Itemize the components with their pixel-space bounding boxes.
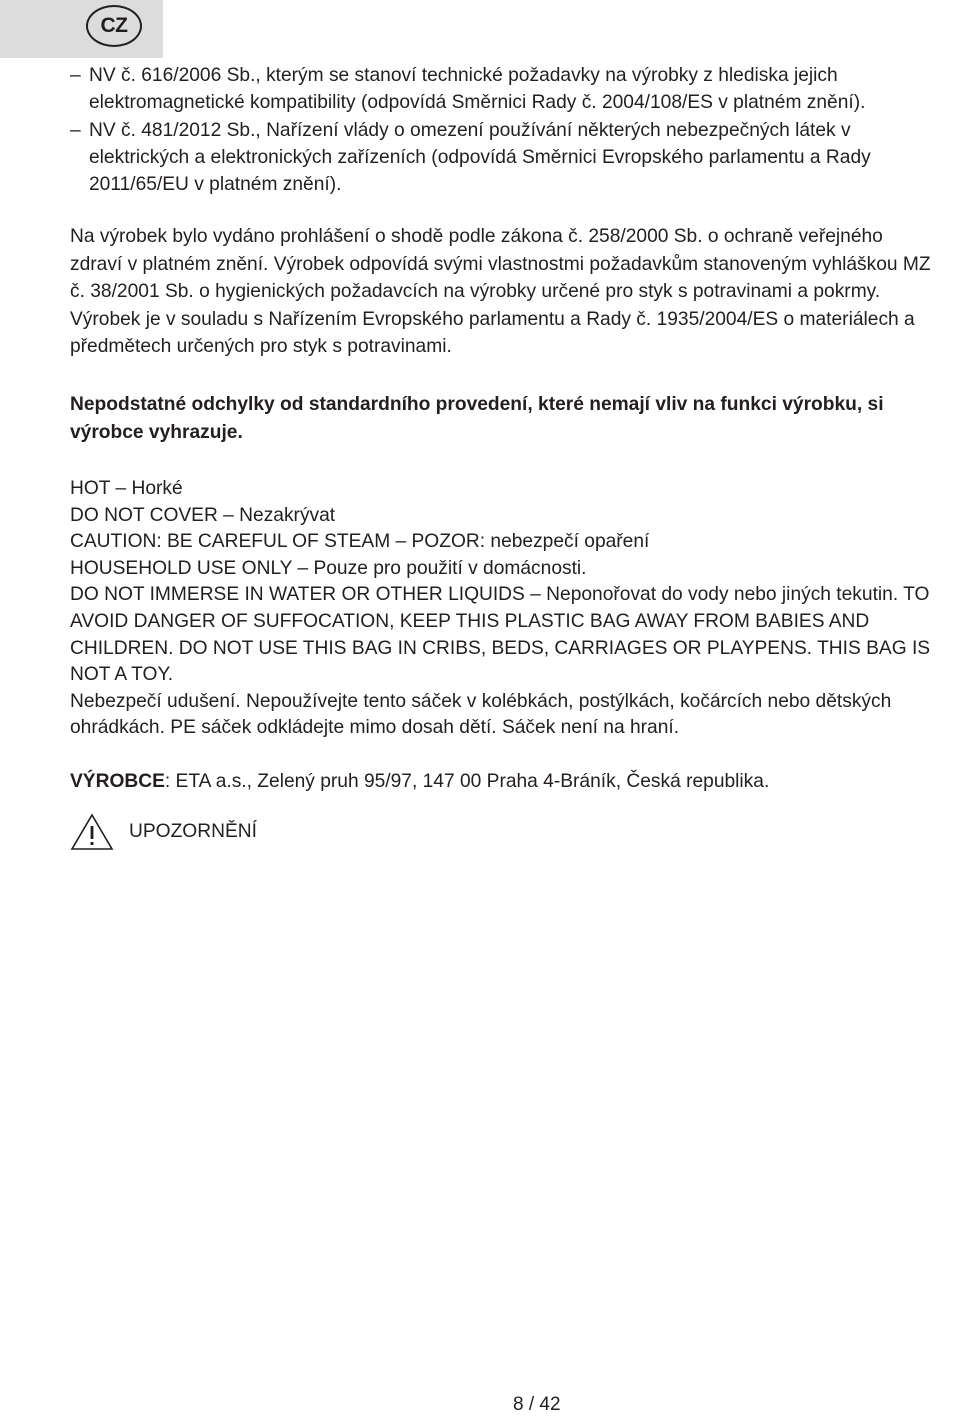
label-line: HOUSEHOLD USE ONLY – Pouze pro použití v domácnosti. bbox=[70, 557, 587, 579]
regulation-list bbox=[70, 62, 940, 198]
language-badge: CZ bbox=[86, 5, 142, 47]
regulation-text: NV č. 616/2006 Sb., kterým se stanoví technické požadavky na výrobky z hlediska jejich elektromagnetické kompatibility (odpovídá Směrnici Rady č. 2004/108/ES v platném znění). bbox=[89, 65, 866, 114]
dash-icon: – bbox=[70, 119, 81, 141]
regulation-text: NV č. 481/2012 Sb., Nařízení vlády o omezení používání některých nebezpečných látek v elektrických a elektronických zařízeních (odpovídá Směrnici Evropského parlamentu a Rady 2011/65/EU v platném znění). bbox=[89, 119, 871, 196]
manufacturer-label: VÝROBCE bbox=[70, 770, 165, 792]
safety-labels bbox=[70, 476, 940, 742]
document-body bbox=[70, 62, 940, 852]
manufacturer-text: : ETA a.s., Zelený pruh 95/97, 147 00 Praha 4-Bráník, Česká republika. bbox=[164, 770, 770, 792]
disclaimer-paragraph: Nepodstatné odchylky od standardního provedení, které nemají vliv na funkci výrobku, si výrobce vyhrazuje. bbox=[70, 393, 884, 443]
caution-text: UPOZORNĚNÍ bbox=[129, 820, 257, 842]
label-line: CAUTION: BE CAREFUL OF STEAM – POZOR: nebezpečí opaření bbox=[70, 531, 650, 553]
dash-icon: – bbox=[70, 65, 81, 86]
label-line: HOT – Horké bbox=[70, 477, 183, 499]
label-line: DO NOT IMMERSE IN WATER OR OTHER LIQUIDS – Neponořovat do vody nebo jiných tekutin. TO AVOID DANGER OF SUFFOCATION, KEEP THIS PLASTIC BAG AWAY FROM BABIES AND CHILDREN. DO NOT USE THIS BAG IN CRIBS, BEDS, CARRIAGES OR PLAYPENS. THIS BAG IS NOT A TOY. bbox=[70, 584, 931, 686]
label-line: DO NOT COVER – Nezakrývat bbox=[70, 504, 336, 526]
declaration-paragraph: Na výrobek bylo vydáno prohlášení o shodě podle zákona č. 258/2000 Sb. o ochraně veřejného zdraví v platném znění. Výrobek odpovídá svými vlastnostmi požadavkům stanoveným vyhláškou MZ č. 38/2001 Sb. o hygienických požadavcích na výrobky určené pro styk s potravinami a pokrmy. Výrobek je v souladu s Nařízením Evropského parlamentu a Rady č. 1935/2004/ES o materiálech a předmětech určených pro styk s potravinami. bbox=[70, 226, 931, 358]
manufacturer-line bbox=[70, 768, 940, 796]
regulation-item bbox=[70, 117, 940, 199]
label-line: Nebezpečí udušení. Nepoužívejte tento sáček v kolébkách, postýlkách, kočárcích nebo dětských ohrádkách. PE sáček odkládejte mimo dosah dětí. Sáček není na hraní. bbox=[70, 690, 892, 739]
language-tab bbox=[0, 0, 163, 58]
page-number: 8 / 42 bbox=[513, 1394, 561, 1415]
warning-triangle-icon bbox=[70, 813, 114, 851]
caution-heading bbox=[70, 812, 940, 852]
regulation-item bbox=[70, 62, 940, 117]
